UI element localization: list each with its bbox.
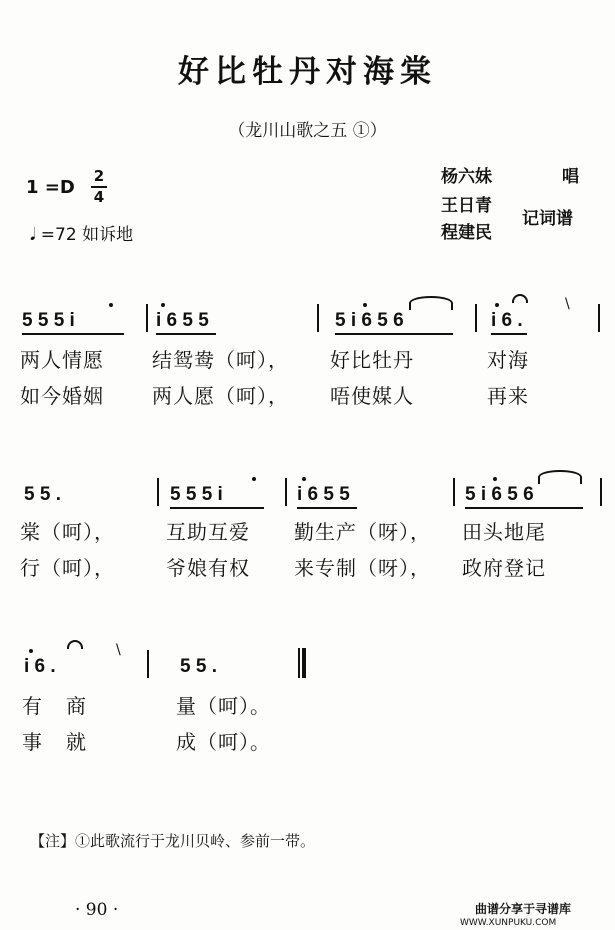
key-signature: 1 =D bbox=[26, 177, 75, 198]
watermark-url: WWW.XUNPUKU.COM bbox=[460, 918, 557, 928]
lyric-v1-1: 两人情愿 bbox=[20, 348, 104, 372]
measure-10-notes: 5 5 . bbox=[180, 656, 217, 677]
footnote: 【注】①此歌流行于龙川贝岭、参前一带。 bbox=[30, 832, 316, 850]
lyric-v2-5: 行（呵）， bbox=[20, 556, 115, 580]
measure-7-notes: i 6 5 5 bbox=[297, 484, 350, 505]
lyric-v2-3: 唔使媒人 bbox=[330, 384, 414, 408]
lyric-v2-4: 再来 bbox=[487, 384, 529, 408]
lyric-v2-9: 事 bbox=[22, 730, 43, 754]
recorder-name-1: 王日青 bbox=[441, 196, 492, 216]
lyric-v1-7: 勤生产（呀）， bbox=[294, 520, 431, 544]
meter-bottom: 4 bbox=[93, 188, 105, 206]
recorder-role: 记词谱 bbox=[522, 209, 573, 229]
lyric-v1-3: 好比牡丹 bbox=[330, 348, 414, 372]
lyric-v1-4: 对海 bbox=[487, 348, 529, 372]
measure-4-notes: i 6 . bbox=[491, 310, 523, 331]
measure-3-notes: 5 i 6 5 6 bbox=[335, 310, 404, 331]
song-title: 好比牡丹对海棠 bbox=[178, 54, 437, 90]
lyric-v2-7: 来专制（呀）， bbox=[294, 556, 431, 580]
measure-9-notes: i 6 . bbox=[24, 656, 56, 677]
lyric-v2-1: 如今婚姻 bbox=[20, 384, 104, 408]
lyric-v1-8: 田头地尾 bbox=[462, 520, 546, 544]
lyric-v2-6: 爷娘有权 bbox=[166, 556, 250, 580]
lyric-v2-8: 政府登记 bbox=[462, 556, 546, 580]
measure-5-notes: 5 5 . bbox=[24, 484, 61, 505]
measure-8-notes: 5 i 6 5 6 bbox=[465, 484, 534, 505]
lyric-v1-9: 有 bbox=[22, 694, 43, 718]
lyric-v2-10: 就 bbox=[66, 730, 87, 754]
singer-name: 杨六妹 bbox=[441, 167, 492, 187]
measure-6-notes: 5 5 5 i bbox=[170, 484, 223, 505]
tempo-marking: 𝅘𝅥 =72 如诉地 bbox=[30, 225, 134, 245]
time-signature bbox=[91, 168, 107, 206]
lyric-v1-11: 量（呵）。 bbox=[176, 694, 271, 718]
watermark: 曲谱分享于寻谱库 bbox=[475, 902, 572, 916]
lyric-v2-11: 成（呵）。 bbox=[176, 730, 271, 754]
lyric-v1-6: 互助互爱 bbox=[166, 520, 250, 544]
meter-top: 2 bbox=[93, 167, 105, 185]
lyric-v1-5: 棠（呵）， bbox=[20, 520, 115, 544]
lyric-v2-2: 两人愿（呵）， bbox=[152, 384, 289, 408]
recorder-name-2: 程建民 bbox=[441, 223, 492, 243]
song-subtitle: （龙川山歌之五 ①） bbox=[228, 121, 387, 141]
lyric-v1-10: 商 bbox=[66, 694, 87, 718]
page-number: · 90 · bbox=[75, 900, 119, 920]
singer-role: 唱 bbox=[562, 167, 579, 187]
measure-1-notes: 5 5 5 i bbox=[22, 310, 75, 331]
lyric-v1-2: 结鸳鸯（呵）， bbox=[152, 348, 289, 372]
measure-2-notes: i 6 5 5 bbox=[156, 310, 209, 331]
